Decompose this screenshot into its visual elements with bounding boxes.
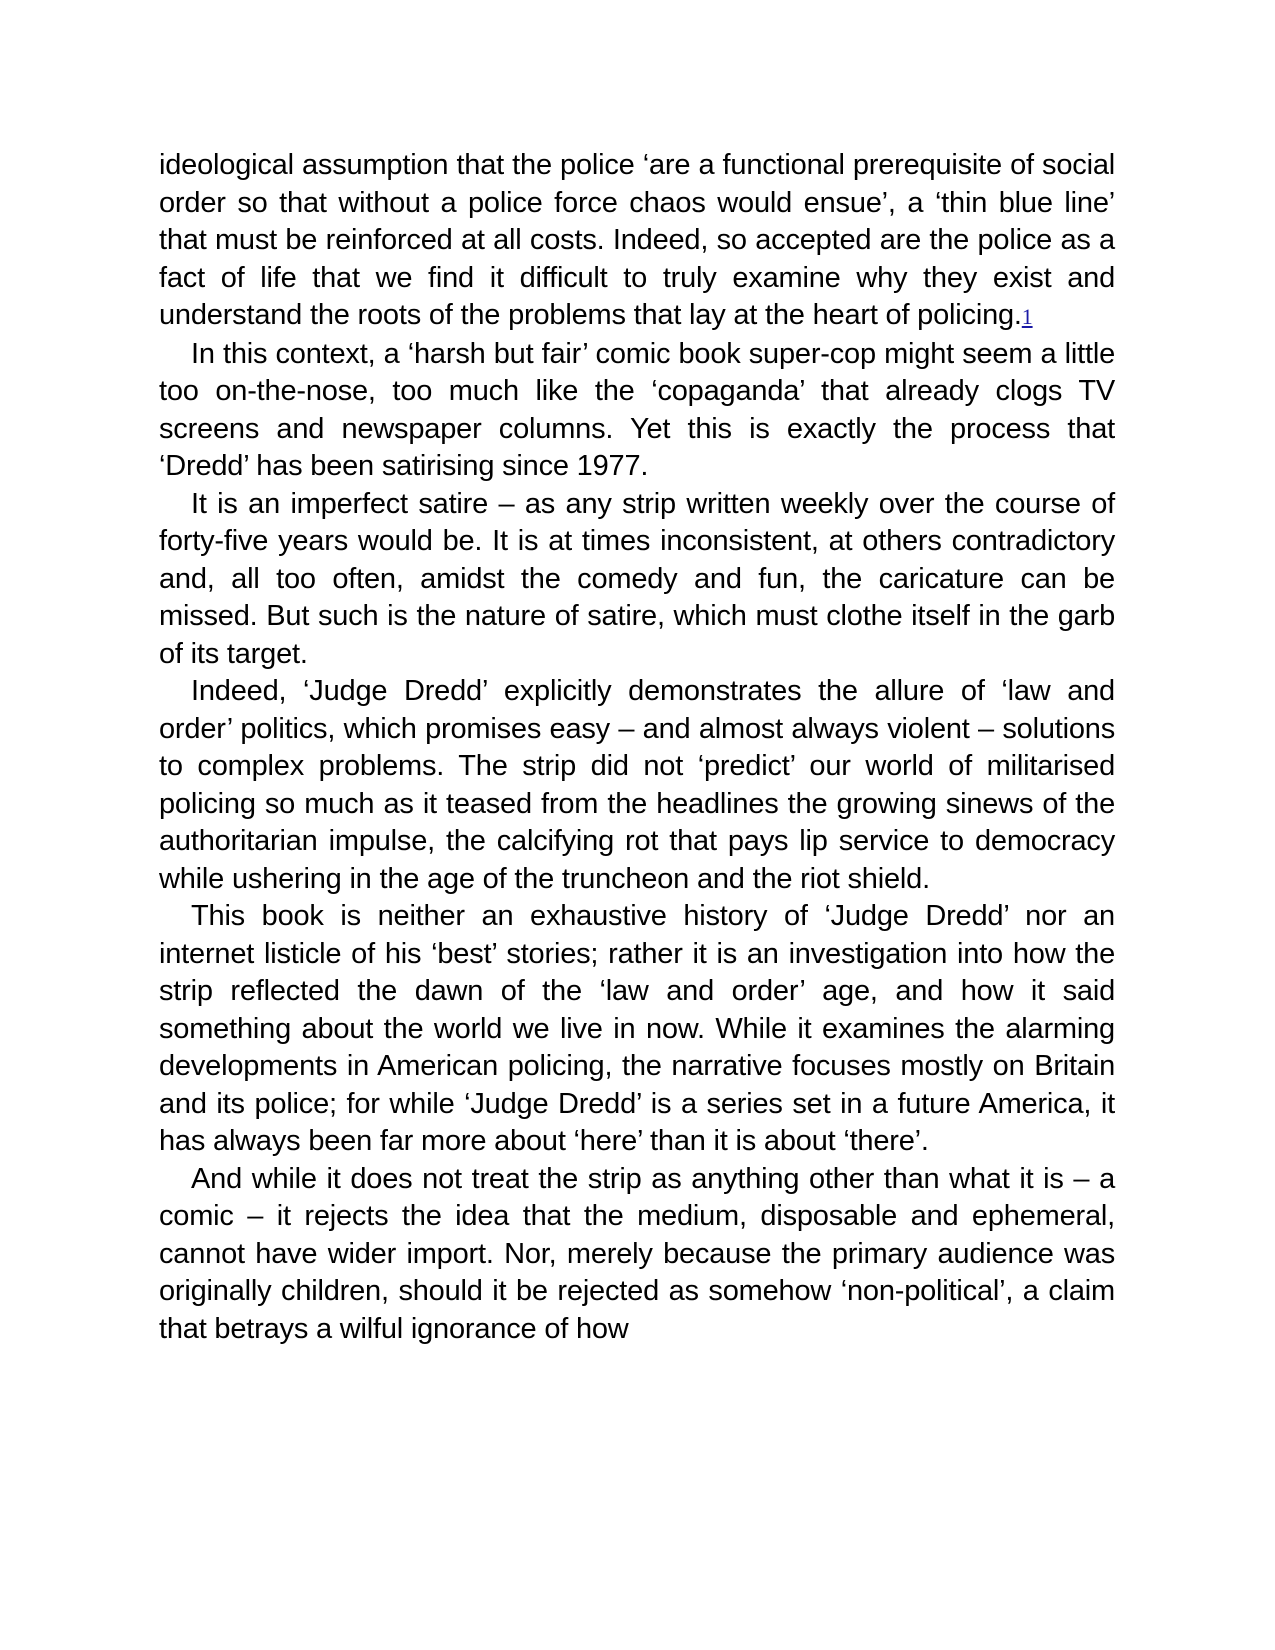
paragraph bbox=[159, 147, 1115, 336]
paragraph-text: ideological assumption that the police ‘are a functional prerequisite of social order so that without a police force chaos would ensue’, a ‘thin blue line’ that must be reinforced at all costs. Indeed, so accepted are the police as a fact of life that we find it difficult to truly examine why they exist and understand the roots of the problems that lay at the heart of policing. bbox=[159, 149, 1115, 331]
paragraph bbox=[159, 898, 1115, 1161]
body-text bbox=[159, 147, 1115, 1348]
paragraph-text: In this context, a ‘harsh but fair’ comic book super-cop might seem a little too on-the-nose, too much like the ‘copaganda’ that already clogs TV screens and newspaper columns. Yet this is exactly the process that ‘Dredd’ has been satirising since 1977. bbox=[159, 337, 1115, 482]
paragraph bbox=[159, 673, 1115, 898]
paragraph bbox=[159, 486, 1115, 674]
paragraph bbox=[159, 1161, 1115, 1349]
paragraph bbox=[159, 336, 1115, 486]
paragraph-text: It is an imperfect satire – as any strip written weekly over the course of forty-five years would be. It is at times inconsistent, at others contradictory and, all too often, amidst the comedy and fun, the caricature can be missed. But such is the nature of satire, which must clothe itself in the garb of its target. bbox=[159, 487, 1115, 670]
paragraph-text: And while it does not treat the strip as anything other than what it is – a comic – it rejects the idea that the medium, disposable and ephemeral, cannot have wider import. Nor, merely because the primary audience was originally children, should it be rejected as somehow ‘non-political’, a claim that betrays a wilful ignorance of how bbox=[159, 1162, 1115, 1345]
paragraph-text: Indeed, ‘Judge Dredd’ explicitly demonstrates the allure of ‘law and order’ politics, which promises easy – and almost always violent – solutions to complex problems. The strip did not ‘predict’ our world of militarised policing so much as it teased from the headlines the growing sinews of the authoritarian impulse, the calcifying rot that pays lip service to democracy while ushering in the age of the truncheon and the riot shield. bbox=[159, 675, 1115, 895]
footnote-link[interactable]: 1 bbox=[1021, 304, 1033, 329]
paragraph-text: This book is neither an exhaustive history of ‘Judge Dredd’ nor an internet listicle of his ‘best’ stories; rather it is an investigation into how the strip reflected the dawn of the ‘law and order’ age, and how it said something about the world we live in now. While it examines the alarming developments in American policing, the narrative focuses mostly on Britain and its police; for while ‘Judge Dredd’ is a series set in a future America, it has always been far more about ‘here’ than it is about ‘there’. bbox=[159, 900, 1115, 1157]
